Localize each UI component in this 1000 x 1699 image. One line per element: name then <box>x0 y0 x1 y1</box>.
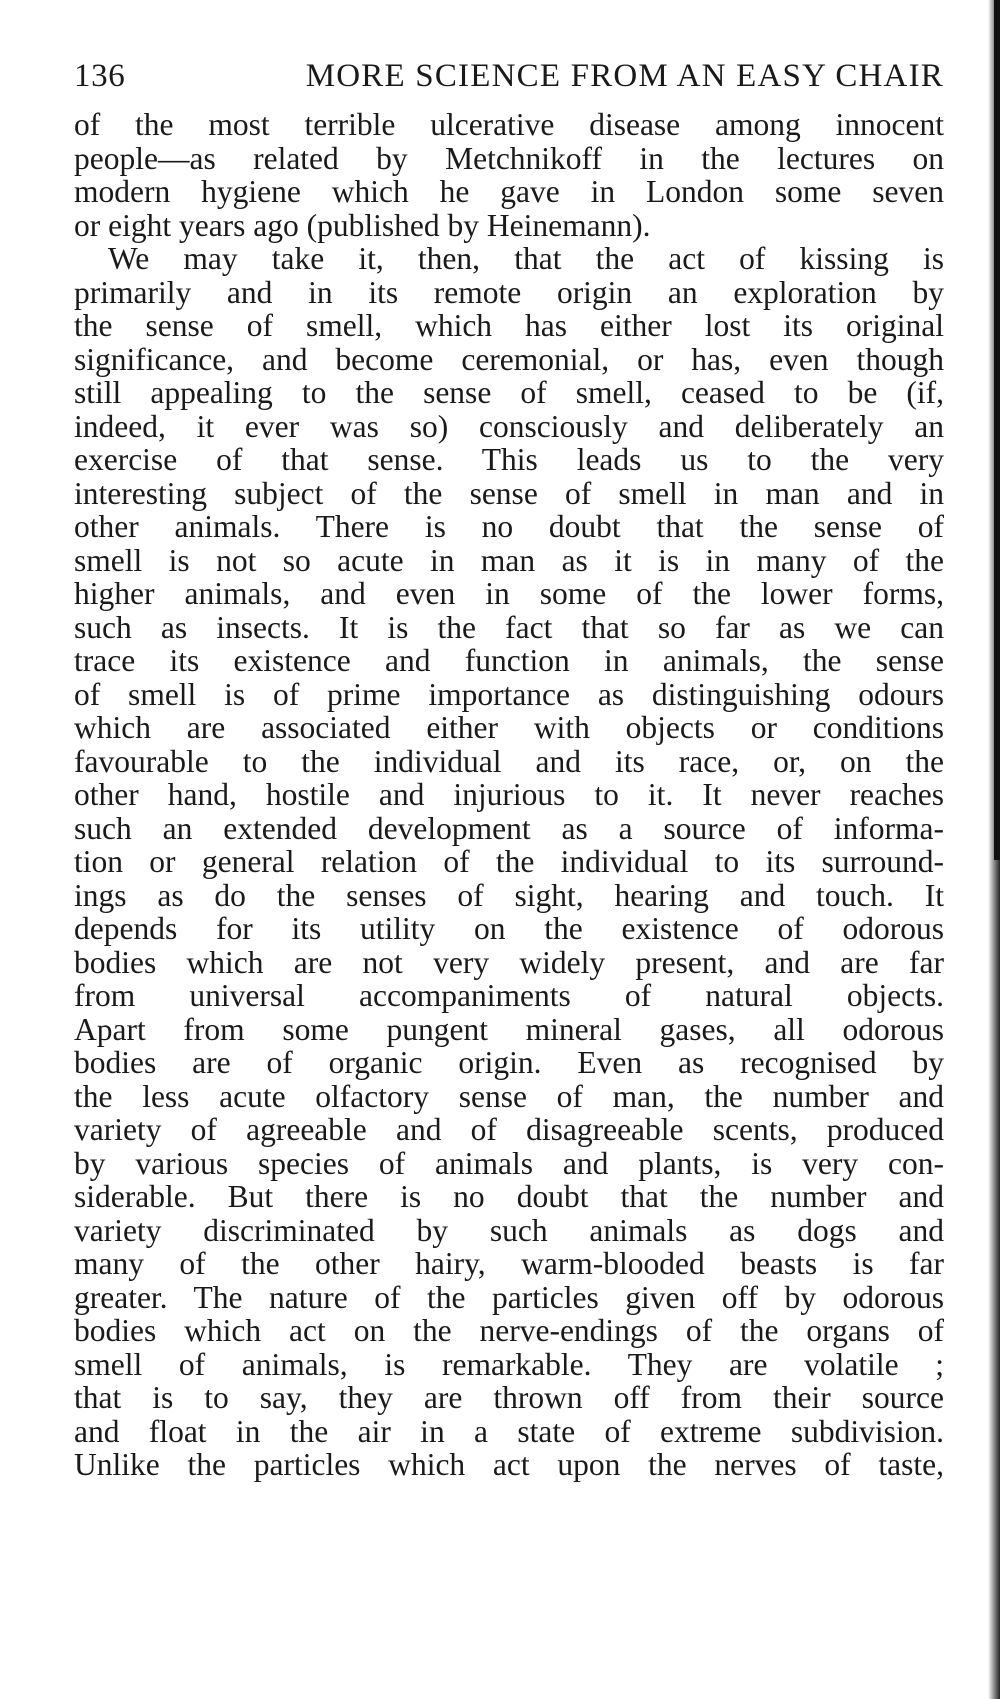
text-line: siderable. But there is no doubt that the number and <box>74 1179 944 1214</box>
text-line: that is to say, they are thrown off from their source <box>74 1380 944 1415</box>
book-title: MORE SCIENCE FROM AN EASY CHAIR <box>305 58 944 94</box>
text-line: bodies are of organic origin. Even as recognised by <box>74 1045 944 1080</box>
text-line: which are associated either with objects or conditions <box>74 710 944 745</box>
text-line: smell is not so acute in man as it is in many of the <box>74 542 944 578</box>
text-line: bodies which act on the nerve-endings of the organs of <box>74 1313 944 1348</box>
text-line: smell of animals, is remarkable. They are volatile ; <box>74 1346 944 1382</box>
text-line: other animals. There is no doubt that the sense of <box>74 509 944 544</box>
text-line: exercise of that sense. This leads us to the very <box>74 442 944 477</box>
text-line: favourable to the individual and its race, or, on the <box>74 743 944 779</box>
text-line: of smell is of prime importance as distinguishing odours <box>74 676 944 712</box>
running-head <box>74 48 944 104</box>
text-line: We may take it, then, that the act of kissing is <box>108 241 944 276</box>
text-line: people—as related by Metchnikoff in the lectures on <box>74 140 944 176</box>
text-line: primarily and in its remote origin an exploration by <box>74 274 944 310</box>
text-line: significance, and become ceremonial, or has, even though <box>74 341 944 377</box>
page-number: 136 <box>74 58 126 94</box>
text-line: such as insects. It is the fact that so far as we can <box>74 609 944 645</box>
text-line: indeed, it ever was so) consciously and deliberately an <box>74 408 944 444</box>
text-line: interesting subject of the sense of smell in man and in <box>74 475 944 511</box>
body-text <box>74 108 944 1482</box>
text-line: or eight years ago (published by Heinemann). <box>74 207 651 243</box>
text-line: such an extended development as a source of informa- <box>74 810 944 846</box>
text-line: and float in the air in a state of extreme subdivision. <box>74 1413 944 1449</box>
text-line: modern hygiene which he gave in London some seven <box>74 174 944 209</box>
text-line: of the most terrible ulcerative disease among innocent <box>74 107 944 142</box>
text-line: by various species of animals and plants, is very con- <box>74 1145 944 1181</box>
text-line: depends for its utility on the existence of odorous <box>74 911 944 946</box>
text-line: Unlike the particles which act upon the nerves of taste, <box>74 1447 944 1482</box>
text-line: tion or general relation of the individual to its surround- <box>74 844 944 879</box>
text-line: bodies which are not very widely present, and are far <box>74 944 944 980</box>
text-line: many of the other hairy, warm-blooded beasts is far <box>74 1246 944 1281</box>
text-line: the sense of smell, which has either lost its original <box>74 308 944 343</box>
text-line: variety discriminated by such animals as dogs and <box>74 1212 944 1248</box>
text-line: Apart from some pungent mineral gases, all odorous <box>74 1011 944 1047</box>
text-line: the less acute olfactory sense of man, the number and <box>74 1078 944 1114</box>
text-line: other hand, hostile and injurious to it. It never reaches <box>74 777 944 812</box>
text-line: from universal accompaniments of natural objects. <box>74 978 944 1013</box>
text-line: ings as do the senses of sight, hearing and touch. It <box>74 877 944 913</box>
text-line: trace its existence and function in animals, the sense <box>74 643 944 678</box>
book-page <box>74 48 944 1482</box>
text-line: variety of agreeable and of disagreeable scents, produced <box>74 1112 944 1147</box>
text-line: greater. The nature of the particles given off by odorous <box>74 1279 944 1315</box>
text-line: still appealing to the sense of smell, ceased to be (if, <box>74 375 944 410</box>
page-edge-binding <box>994 0 1000 860</box>
text-line: higher animals, and even in some of the lower forms, <box>74 576 944 611</box>
